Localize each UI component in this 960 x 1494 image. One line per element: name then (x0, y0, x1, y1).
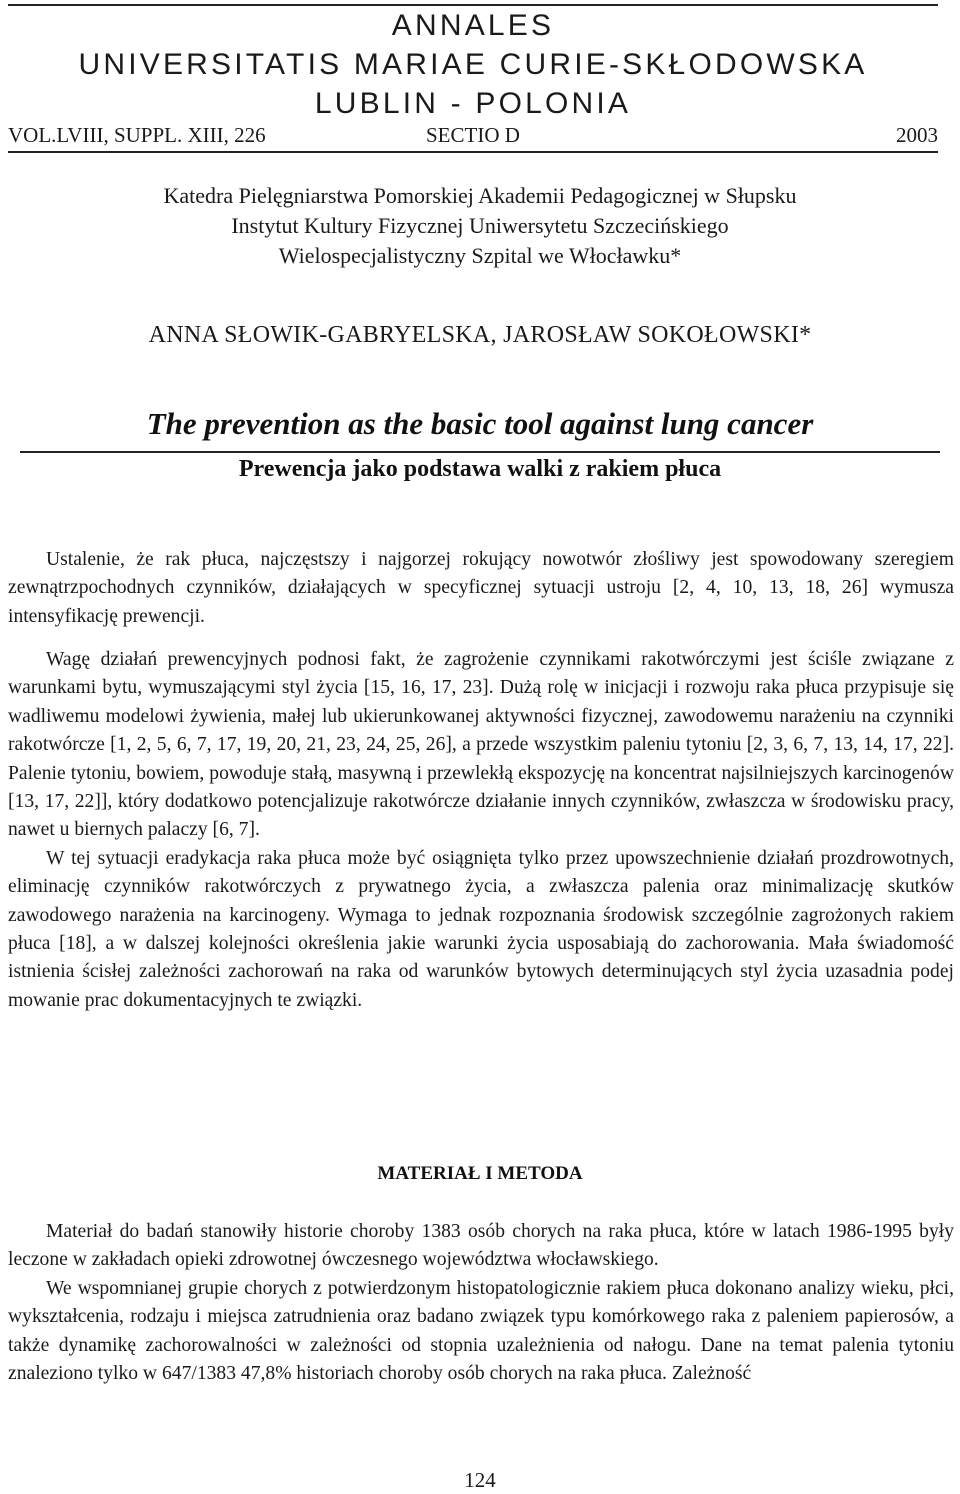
volume-line (8, 123, 938, 151)
methods-section (8, 1218, 954, 1388)
abstract (8, 546, 954, 631)
body-paragraph: Wagę działań prewencyjnych podnosi fakt, że zagrożenie czynnikami rakotwórczymi jest ściśle związane z warunkami bytu, wymuszającymi styl życia [15, 16, 17, 23]. Dużą rolę w inicjacji i rozwoju raka płuca przypisuje się wadliwemu modelowi żywienia, małej lub ukierunkowanej aktywności fizycznej, zawodowemu narażeniu na czynniki rakotwórcze [1, 2, 5, 6, 7, 17, 19, 20, 21, 23, 24, 25, 26], a przede wszystkim paleniu tytoniu [2, 3, 6, 7, 13, 14, 17, 22]. Palenie tytoniu, bowiem, powoduje stałą, masywną i przewlekłą ekspozycję na koncentrat najsilniejszych karcinogenów [13, 17, 22]], który dodatkowo potencjalizuje rakotwórcze działanie innych czynników, zwłaszcza w środowisku pracy, nawet u biernych palaczy [6, 7]. (8, 649, 954, 841)
journal-masthead (8, 6, 938, 123)
affiliations (0, 181, 960, 271)
author-list: ANNA SŁOWIK-GABRYELSKA, JAROSŁAW SOKOŁOWSKI* (148, 322, 812, 348)
publication-year: 2003 (896, 123, 938, 147)
article-title-english: The prevention as the basic tool against lung cancer (146, 406, 814, 441)
page-number: 124 (464, 1468, 496, 1492)
introduction (8, 646, 954, 1015)
header-divider (8, 151, 938, 153)
journal-name-line: UNIVERSITATIS MARIAE CURIE-SKŁODOWSKA (78, 48, 868, 81)
journal-name-line: LUBLIN - POLONIA (314, 87, 632, 120)
section-info: SECTIO D (426, 123, 520, 147)
article-title-polish: Prewencja jako podstawa walki z rakiem płuca (238, 456, 722, 482)
body-paragraph: Materiał do badań stanowiły historie choroby 1383 osób chorych na raka płuca, które w latach 1986-1995 były leczone w zakładach opieki zdrowotnej ówczesnego województwa włocławskiego. (8, 1221, 954, 1271)
title-divider (20, 451, 940, 453)
affiliation-line: Wielospecjalistyczny Szpital we Włocławku* (278, 243, 682, 268)
journal-name-line: ANNALES (391, 9, 555, 42)
body-paragraph: We wspomnianej grupie chorych z potwierdzonym histopatologicznie rakiem płuca dokonano analizy wieku, płci, wykształcenia, rodzaju i miejsca zatrudnienia oraz badano związek typu komórkowego raka z paleniem papierosów, a także dynamikę zachorowalności w zależności od stopnia uzależnienia od nałogu. Dane na temat palenia tytoniu znaleziono tylko w 647/1383 47,8% historiach choroby osób chorych na raka płuca. Zależność (8, 1277, 954, 1385)
affiliation-line: Katedra Pielęgniarstwa Pomorskiej Akademii Pedagogicznej w Słupsku (163, 183, 797, 208)
section-heading: MATERIAŁ I METODA (377, 1163, 583, 1184)
body-paragraph: W tej sytuacji eradykacja raka płuca może być osiągnięta tylko przez upowszechnienie działań prozdrowotnych, eliminację czynników rakotwórczych z prywatnego życia, a zwłaszcza palenia oraz minimalizację skutków zawodowego narażenia na karcinogeny. Wymaga to jednak rozpoznania środowisk szczególnie zagrożonych rakiem płuca [18], a w dalszej kolejności określenia jakie warunki życia usposabiają do zachorowania. Mała świadomość istnienia ścisłej zależności zachorowań na raka od warunków bytowych determinujących styl życia uzasadnia podej mowanie prac dokumentacyjnych te związki. (8, 847, 954, 1011)
volume-info: VOL.LVIII, SUPPL. XIII, 226 (8, 123, 266, 147)
abstract-paragraph: Ustalenie, że rak płuca, najczęstszy i najgorzej rokujący nowotwór złośliwy jest spowodowany szeregiem zewnątrzpochodnych czynników, działających w specyficznej sytuacji ustroju [2, 4, 10, 13, 18, 26] wymusza intensyfikację prewencji. (8, 549, 954, 627)
affiliation-line: Instytut Kultury Fizycznej Uniwersytetu Szczecińskiego (231, 213, 729, 238)
